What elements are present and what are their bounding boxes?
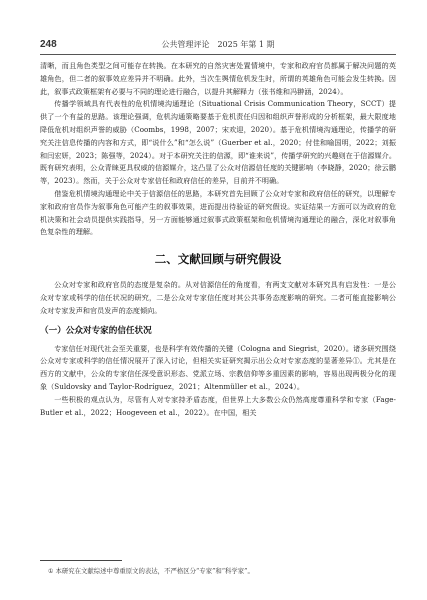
subsection-heading: （一）公众对专家的信任状况: [40, 325, 152, 336]
footnote: [48, 566, 396, 577]
journal-title: 公共管理评论 2025 年第 1 期: [161, 40, 275, 49]
paragraph: 清晰，而且角色类型之间可能存在转换。在本研究的自然灾害处置情境中，专家和政府官员都属于解决问题的英雄角色，但二者的叙事效应差异并不明确。此外，当次生舆情危机发生时，所谓的英雄角色可能会发生转换。因此，叙事式政策框架有必要与不同的理论进行融合，以提升其解释力（张书维和冯翀涵，2024）。: [40, 61, 396, 96]
paragraph: 公众对专家和政府官员的态度是复杂的。从对信源信任的角度看，有两支文献对本研究具有启发性：一是公众对专家或科学的信任状况的研究，二是公众对专家信任度对其公共事务态度影响的研究。二者可能直接影响公众对专家发声和官员发声的态度倾向。: [40, 280, 396, 315]
paragraph: 专家信任对现代社会至关重要，也是科学有效传播的关键（Cologna and Siegrist，2020）。诸多研究围绕公众对专家或科学的信任情况展开了深入讨论，但相关实证研究揭示出公众对专家态度的显著差异①。尤其是在西方的文献中，公众的专家信任深受意识形态、党派立场、宗教信仰等多重因素的影响，容易出现两极分化的现象（Suldovsky and Taylor-Rodríguez，2021；Altenmüller et al.，2024）。: [40, 343, 396, 391]
footnote-text: 本研究在文献综述中尊重原文的表达，不严格区分“专家”和“科学家”。: [55, 567, 254, 575]
footnote-rule: [40, 560, 122, 561]
footnote-mark: ①: [48, 568, 54, 575]
paragraph: 一些积极的观点认为，尽管有人对专家持矛盾态度，但世界上大多数公众仍然高度尊重科学和专家（Fage-Butler et al.，2022；Hoogeveen et al.，2022）。在中国，相关: [40, 394, 396, 417]
paragraph: 借鉴危机情境沟通理论中关于信源信任的思路，本研究首先回顾了公众对专家和政府信任的研究，以理解专家和政府官员作为叙事角色可能产生的叙事效果，进而提出待验证的研究假设。实证结果一方面可以为政府的危机决策和社会动员提供实践指导，另一方面能够通过叙事式政策框架和危机情境沟通理论的融合，深化对叙事角色复杂性的理解。: [40, 188, 396, 237]
running-header: [40, 38, 396, 52]
page-number: 248: [40, 39, 57, 50]
section-heading: 二、文献回顾与研究假设: [154, 252, 282, 267]
body-text: [40, 60, 396, 419]
paragraph: 传播学领域具有代表性的危机情境沟通理论（Situational Crisis Communication Theory，SCCT）提供了一个有益的思路。该理论强调，危机沟通策略要基于危机责任归因和组织声誉形成的分析框架，最大限度地降低危机对组织声誉的威胁（Coombs，1998，2007；宋欢迎，2020）。基于危机情境沟通理论，传播学的研究关注信息传播的内容和方式，即“说什么”和“怎么说”（Guerber et al.，2020；付佳和喻国明，2022；刘振和闫宏妍，2023；陈强等，2024）。对于本研究关注的信源，即“谁来说”，传播学研究的兴趣则在于信源媒介。既有研究表明，公众青睐更具权威的信源媒介，这凸显了公众对信源信任度的关键影响（李晓静，2020；徐云鹏等，2023）。然而，关于公众对专家信任和政府信任的差异，目前并不明确。: [40, 99, 396, 186]
header-rule: [40, 54, 396, 55]
